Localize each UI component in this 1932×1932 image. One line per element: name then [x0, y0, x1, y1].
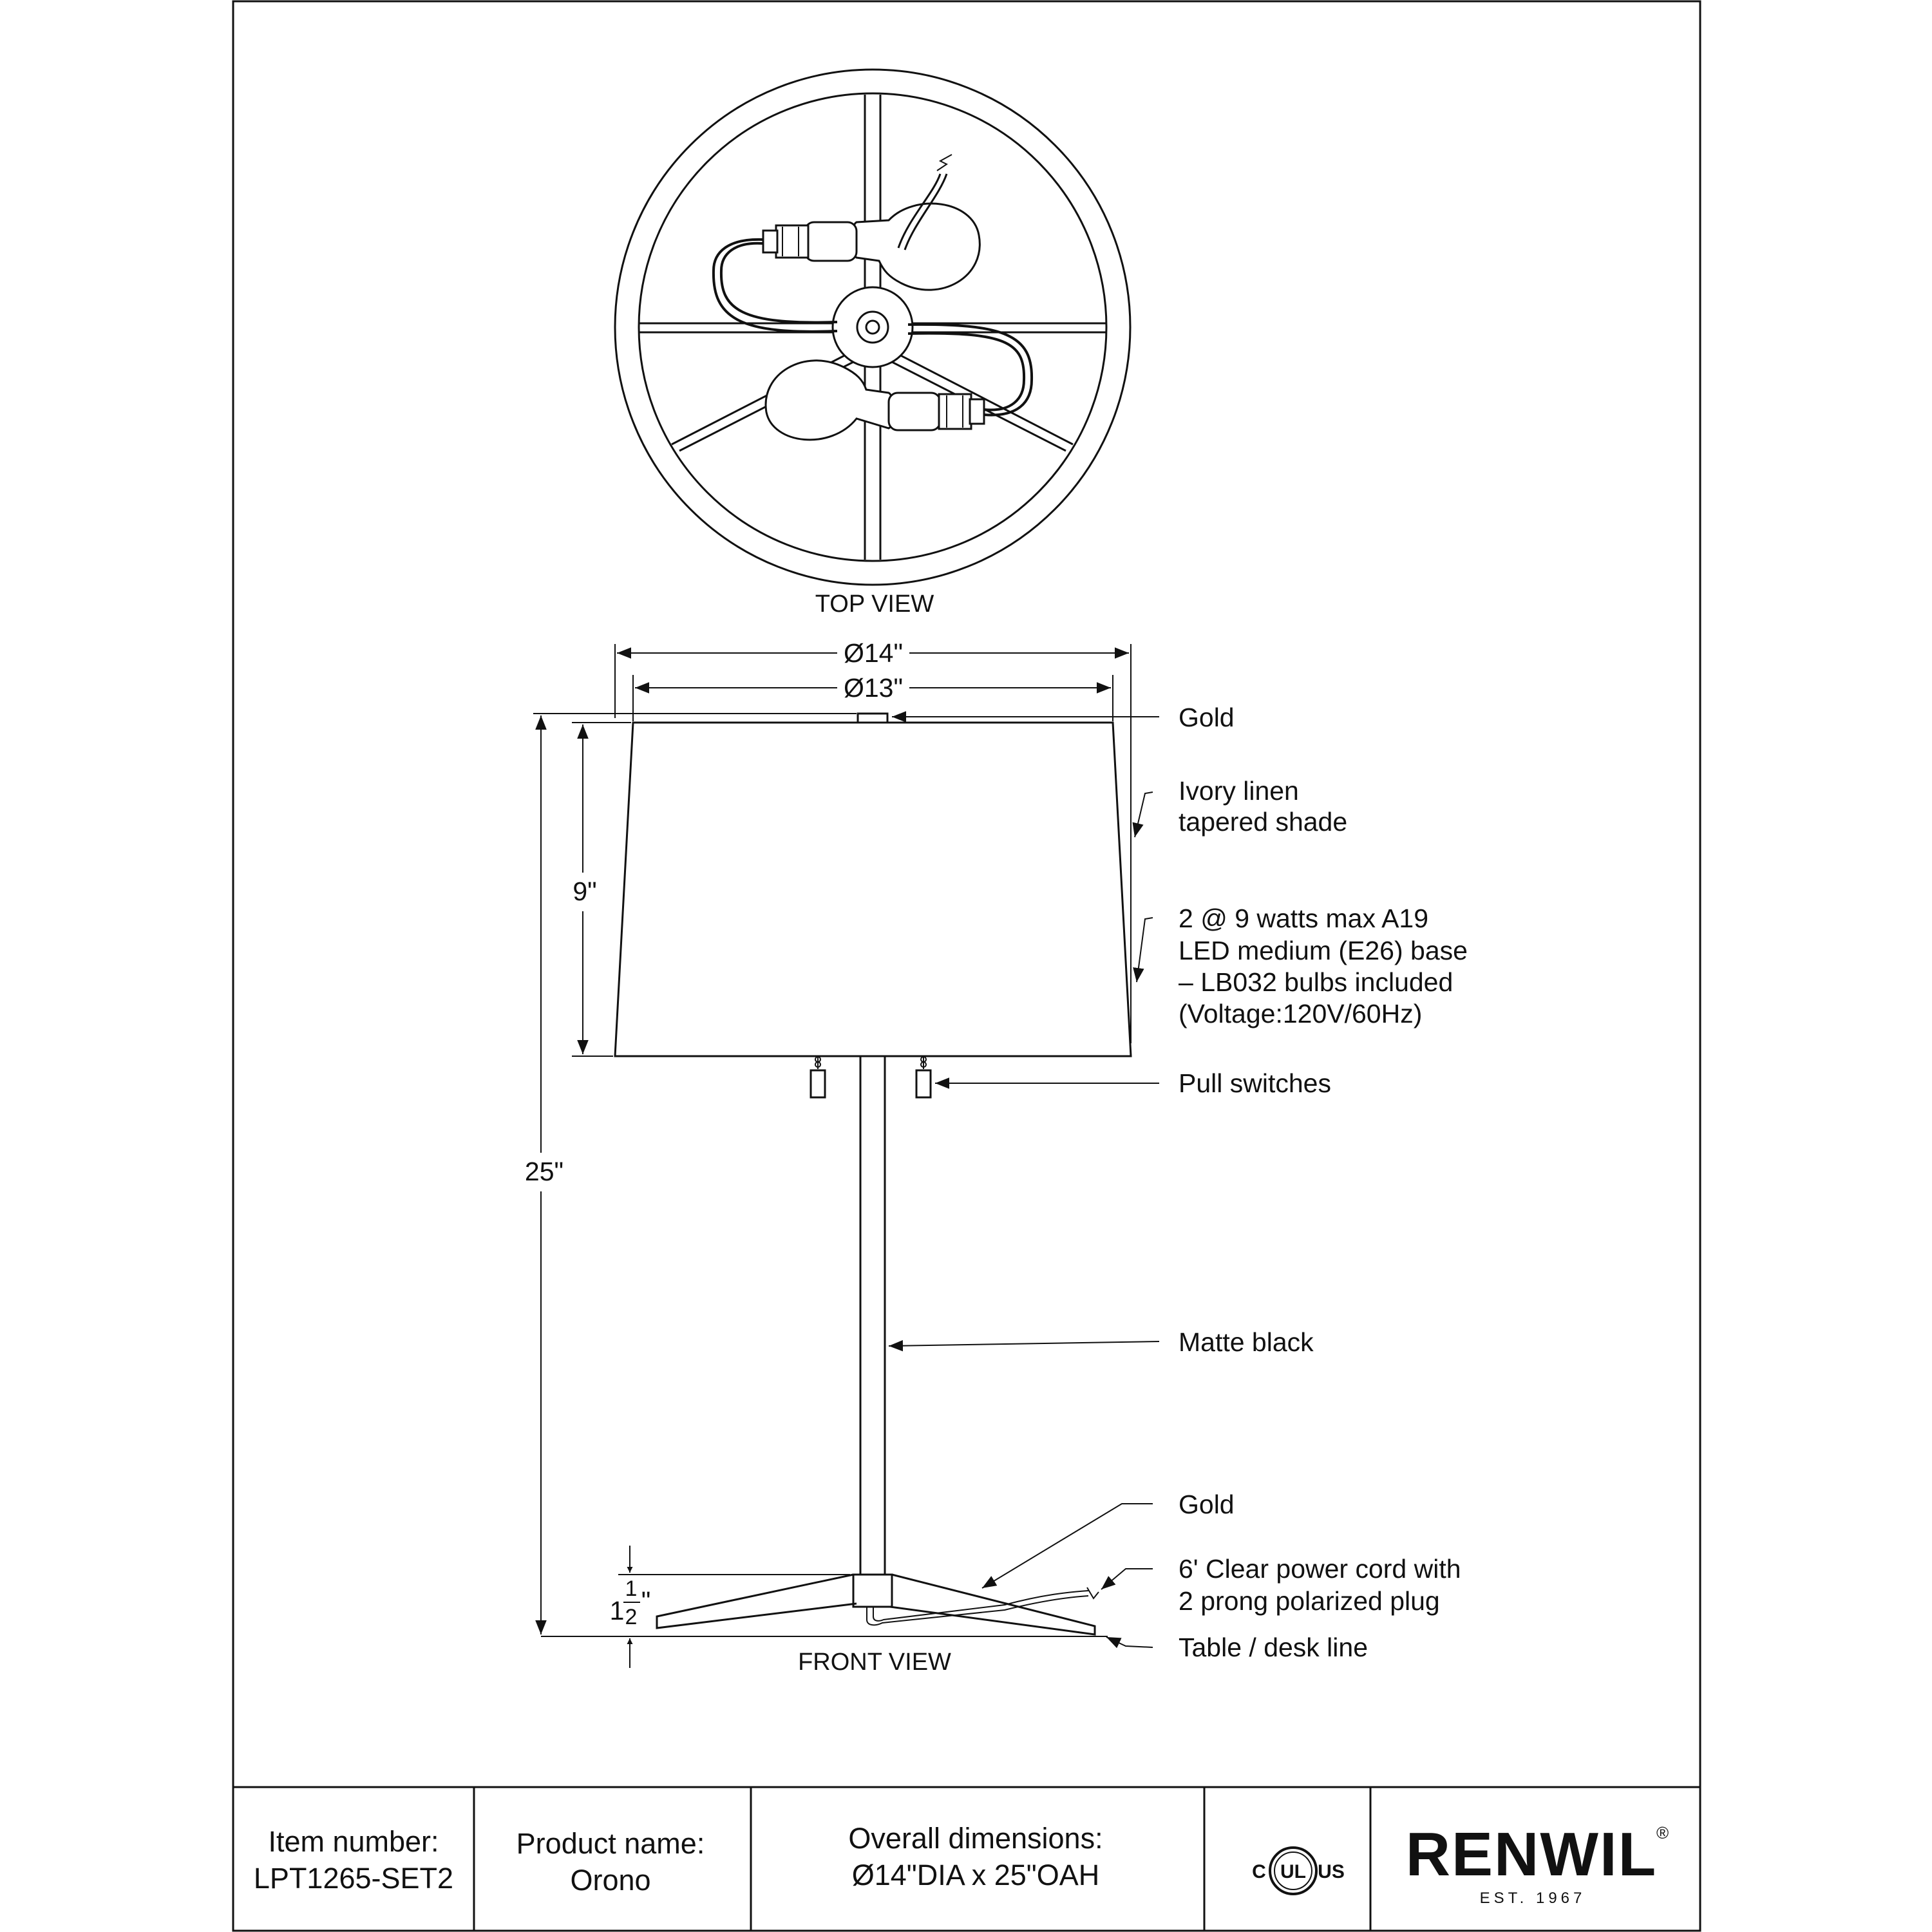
callout-matte-black: Matte black: [1179, 1327, 1314, 1357]
top-view-drawing: [615, 70, 1130, 585]
callout-bulbs-line3: – LB032 bulbs included: [1179, 967, 1454, 997]
drawing-frame: [233, 1, 1700, 1931]
callout-bulbs-line4: (Voltage:120V/60Hz): [1179, 999, 1423, 1028]
base-height-unit: ": [641, 1586, 651, 1616]
callout-leaders: [889, 717, 1159, 1647]
overall-dimensions-value: Ø14"DIA x 25"OAH: [851, 1859, 1100, 1891]
product-name-label: Product name:: [516, 1827, 705, 1860]
product-name-value: Orono: [570, 1864, 651, 1897]
dimension-overall-height: [533, 714, 857, 1634]
brand-established: EST. 1967: [1479, 1889, 1586, 1907]
base-height-denominator: 2: [625, 1605, 638, 1629]
callout-bulbs-line1: 2 @ 9 watts max A19: [1179, 904, 1429, 933]
ul-cert-left: C: [1252, 1861, 1266, 1882]
callout-bulbs-line2: LED medium (E26) base: [1179, 936, 1468, 965]
lamp-front-drawing: [541, 714, 1131, 1636]
callout-collar-gold: Gold: [1179, 1490, 1235, 1519]
brand-logo: RENWIL: [1405, 1820, 1658, 1889]
outer-diameter-label: Ø14": [843, 638, 904, 668]
shade-height-label: 9": [573, 876, 597, 906]
callout-cord-line1: 6' Clear power cord with: [1179, 1554, 1461, 1584]
callout-shade-line1: Ivory linen: [1179, 776, 1299, 806]
brand-registered-mark: ®: [1656, 1823, 1669, 1842]
front-view-label: FRONT VIEW: [798, 1649, 951, 1676]
base-height-numerator: 1: [625, 1577, 638, 1601]
base-height-whole: 1: [609, 1596, 625, 1625]
item-number-label: Item number:: [268, 1825, 439, 1858]
overall-height-label: 25": [524, 1157, 564, 1186]
overall-dimensions-label: Overall dimensions:: [848, 1822, 1103, 1855]
ul-cert-right: US: [1318, 1861, 1345, 1882]
callout-shade-line2: tapered shade: [1179, 807, 1348, 837]
dimension-outer-diameter: [615, 644, 1131, 1043]
item-number-value: LPT1265-SET2: [253, 1862, 454, 1895]
callout-table-line: Table / desk line: [1179, 1633, 1368, 1662]
top-view-label: TOP VIEW: [815, 591, 934, 618]
callout-finial-gold: Gold: [1179, 703, 1235, 732]
callout-pull-switches: Pull switches: [1179, 1068, 1331, 1098]
callout-cord-line2: 2 prong polarized plug: [1179, 1586, 1440, 1616]
ul-cert-mid: UL: [1280, 1861, 1306, 1882]
inner-diameter-label: Ø13": [843, 673, 904, 703]
